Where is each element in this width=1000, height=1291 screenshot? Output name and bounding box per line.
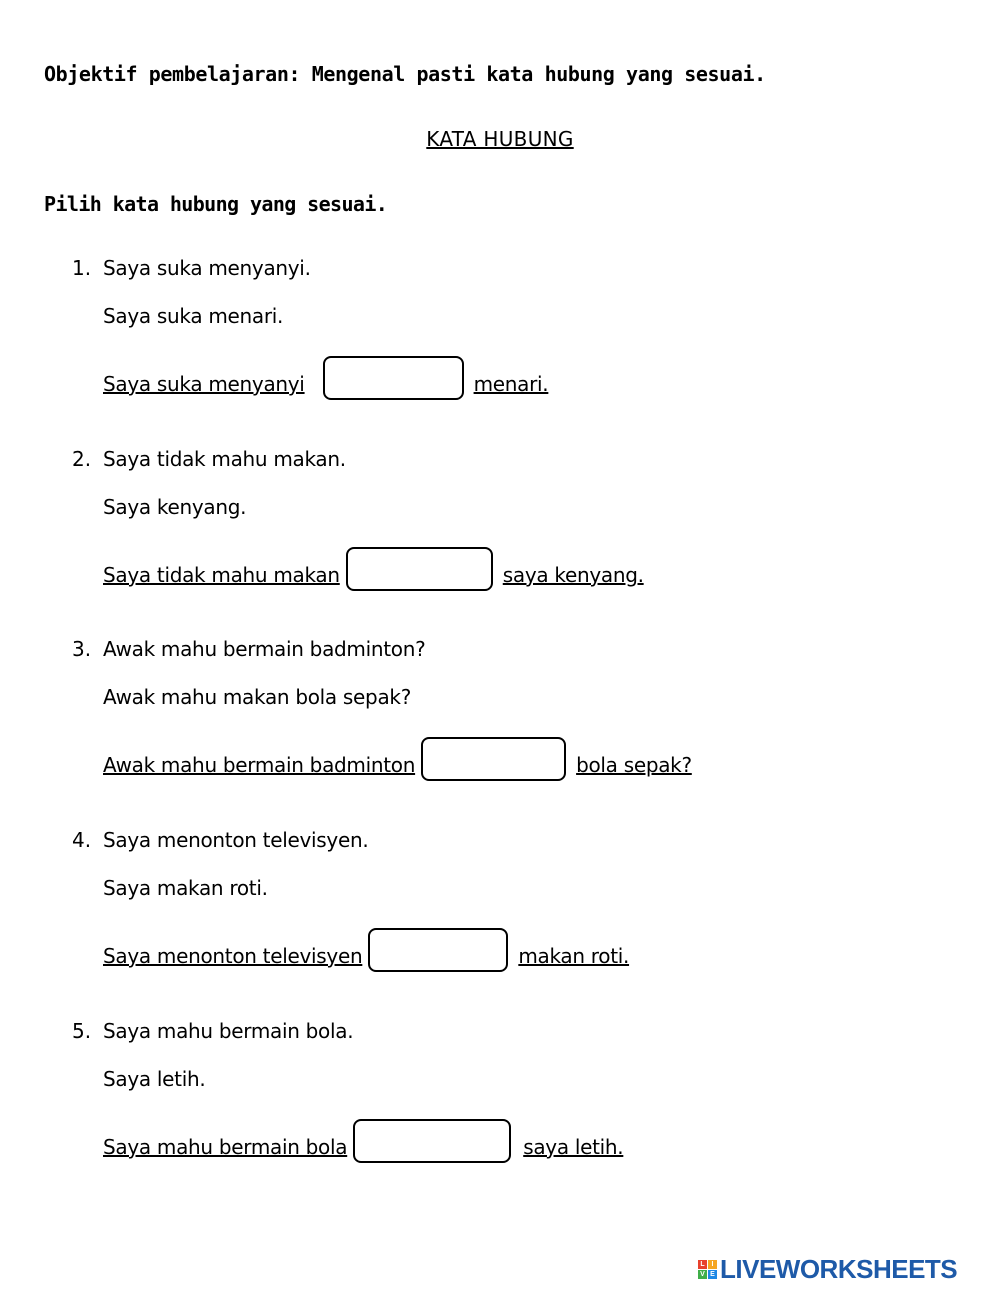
answer-box[interactable] <box>323 356 464 400</box>
page-title: KATA HUBUNG <box>426 127 574 151</box>
sentence-one: Saya suka menyanyi. <box>103 256 311 280</box>
combined-sentence <box>103 1115 623 1159</box>
sentence-two: Saya suka menari. <box>103 304 284 328</box>
question-number: 4. <box>72 828 92 852</box>
answer-box[interactable] <box>368 928 508 972</box>
logo-letter: I <box>708 1260 717 1269</box>
question-number: 1. <box>72 256 92 280</box>
combined-before: Awak mahu bermain badminton <box>103 753 416 777</box>
sentence-one: Saya menonton televisyen. <box>103 828 369 852</box>
combined-sentence <box>103 733 692 777</box>
question-number: 3. <box>72 637 92 661</box>
combined-sentence <box>103 352 548 396</box>
logo-letter: V <box>698 1270 707 1279</box>
combined-before: Saya mahu bermain bola <box>103 1135 348 1159</box>
question-4 <box>72 828 972 978</box>
combined-before: Saya suka menyanyi <box>103 372 305 396</box>
answer-box[interactable] <box>421 737 566 781</box>
question-3 <box>72 637 972 787</box>
liveworksheets-logo <box>698 1254 957 1285</box>
question-number: 5. <box>72 1019 92 1043</box>
combined-after: makan roti. <box>518 944 630 968</box>
sentence-two: Saya letih. <box>103 1067 206 1091</box>
sentence-one: Saya tidak mahu makan. <box>103 447 346 471</box>
logo-mark-icon <box>698 1260 717 1279</box>
answer-box[interactable] <box>346 547 493 591</box>
combined-after: bola sepak? <box>576 753 692 777</box>
combined-sentence <box>103 924 629 968</box>
question-1 <box>72 256 972 406</box>
logo-letter: L <box>698 1260 707 1269</box>
combined-after: menari. <box>473 372 549 396</box>
sentence-two: Awak mahu makan bola sepak? <box>103 685 412 709</box>
logo-text: LIVEWORKSHEETS <box>720 1254 958 1284</box>
combined-after: saya letih. <box>523 1135 624 1159</box>
question-number: 2. <box>72 447 92 471</box>
sentence-two: Saya kenyang. <box>103 495 247 519</box>
question-2 <box>72 447 972 597</box>
sentence-one: Saya mahu bermain bola. <box>103 1019 354 1043</box>
combined-sentence <box>103 543 644 587</box>
sentence-two: Saya makan roti. <box>103 876 268 900</box>
question-5 <box>72 1019 972 1169</box>
instruction-text: Pilih kata hubung yang sesuai. <box>44 192 388 216</box>
combined-before: Saya tidak mahu makan <box>103 563 340 587</box>
combined-after: saya kenyang. <box>502 563 644 587</box>
answer-box[interactable] <box>353 1119 511 1163</box>
combined-before: Saya menonton televisyen <box>103 944 363 968</box>
logo-letter: E <box>708 1270 717 1279</box>
sentence-one: Awak mahu bermain badminton? <box>103 637 426 661</box>
objective-text: Objektif pembelajaran: Mengenal pasti kata hubung yang sesuai. <box>44 62 766 86</box>
